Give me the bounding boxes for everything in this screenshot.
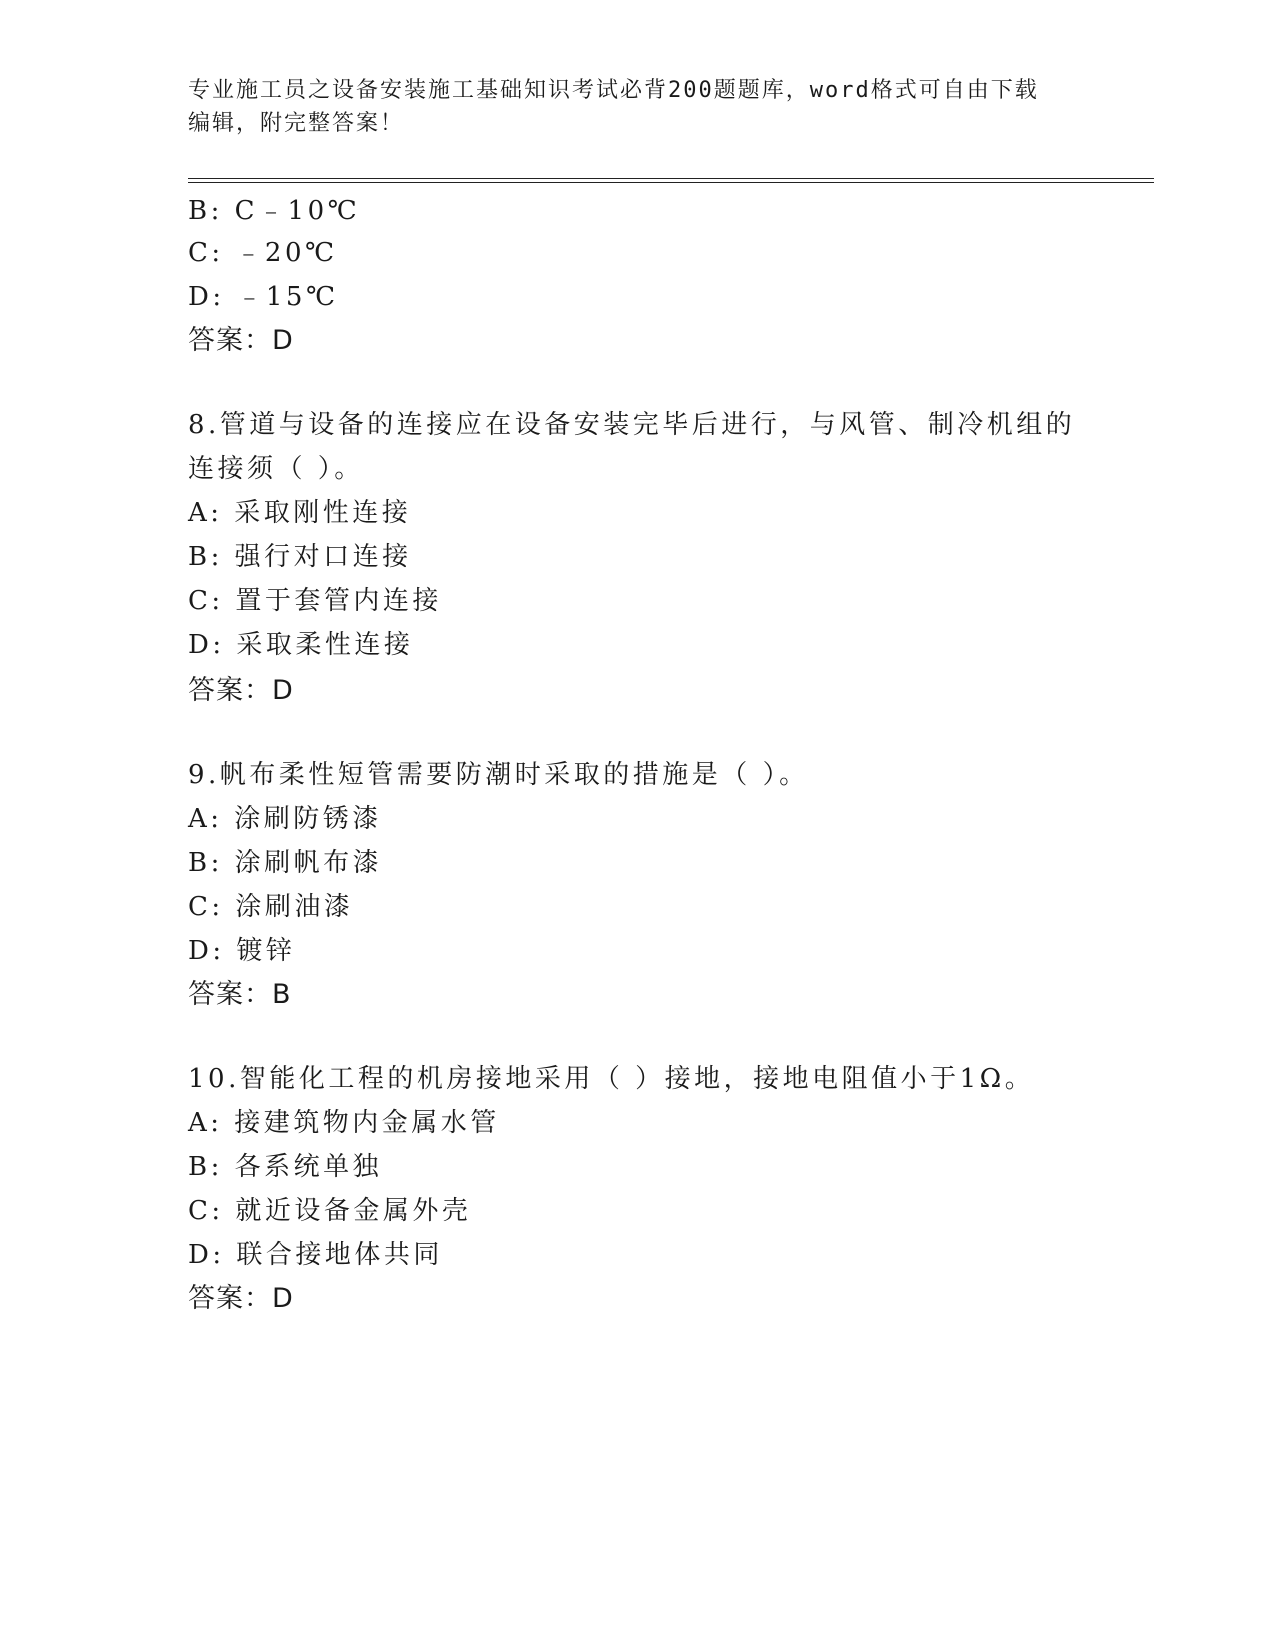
header-divider-top: [188, 178, 1154, 179]
q9-option-b: B: 涂刷帆布漆: [188, 848, 383, 878]
q9-stem: 9.帆布柔性短管需要防潮时采取的措施是（ ）。: [188, 760, 809, 790]
q8-option-b: B: 强行对口连接: [188, 542, 412, 572]
q7-option-b: B: C﹣10℃: [188, 196, 361, 226]
q7-option-d: D: ﹣15℃: [188, 282, 339, 312]
q8-answer: 答案：D: [188, 675, 294, 706]
q8-option-a: A: 采取刚性连接: [188, 498, 412, 528]
q7-option-c: C: ﹣20℃: [188, 238, 338, 268]
q10-option-d: D: 联合接地体共同: [188, 1240, 443, 1270]
q9-option-a: A: 涂刷防锈漆: [188, 804, 382, 834]
q8-stem-line-2: 连接须（ ）。: [188, 454, 364, 484]
q10-option-a: A: 接建筑物内金属水管: [188, 1108, 500, 1138]
q8-stem-line-1: 8.管道与设备的连接应在设备安装完毕后进行，与风管、制冷机组的: [188, 410, 1076, 440]
q10-stem: 10.智能化工程的机房接地采用（ ）接地，接地电阻值小于1Ω。: [188, 1064, 1035, 1094]
q8-option-c: C: 置于套管内连接: [188, 586, 442, 616]
q9-option-c: C: 涂刷油漆: [188, 892, 354, 922]
q7-answer: 答案：D: [188, 325, 294, 356]
header-divider-bottom: [188, 182, 1154, 183]
q10-option-b: B: 各系统单独: [188, 1152, 383, 1182]
header-line-2: 编辑，附完整答案！: [188, 111, 405, 136]
q9-option-d: D: 镀锌: [188, 936, 296, 966]
q9-answer: 答案：B: [188, 979, 292, 1010]
q10-answer: 答案：D: [188, 1283, 294, 1314]
q8-option-d: D: 采取柔性连接: [188, 630, 414, 660]
q10-option-c: C: 就近设备金属外壳: [188, 1196, 472, 1226]
document-header: [188, 74, 1088, 140]
header-line-1: 专业施工员之设备安装施工基础知识考试必背200题题库，word格式可自由下载: [188, 78, 1039, 103]
